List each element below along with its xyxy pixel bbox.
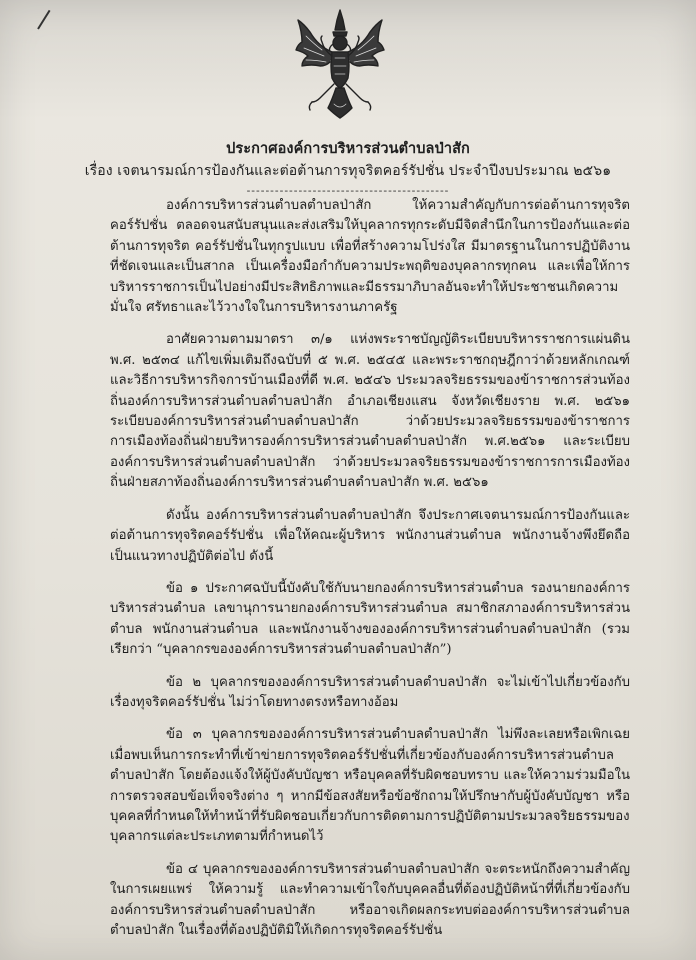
paragraph-clause-4: ข้อ ๔ บุคลากรขององค์การบริหารส่วนตำบลตำบลป่าสัก จะตระหนักถึงความสำคัญในการเผยแพร่ ให้ความรู้ และทำความเข้าใจกับบุคคลอื่นที่ต้องปฏิบัติหน้าที่ที่เกี่ยวข้องกับองค์การบริหารส่วนตำบลตำบลป่าสัก หรืออาจเกิดผลกระทบต่อองค์การบริหารส่วนตำบลตำบลป่าสัก ในเรื่องที่ต้องปฏิบัติมิให้เกิดการทุจริตคอร์รัปชั่น [110,861,630,938]
paragraph-clause-2: ข้อ ๒ บุคลากรขององค์การบริหารส่วนตำบลตำบลป่าสัก จะไม่เข้าไปเกี่ยวข้องกับเรื่องทุจริตคอร์รัปชั่น ไม่ว่าโดยทางตรงหรือทางอ้อม [110,674,630,710]
document-title: ประกาศองค์การบริหารส่วนตำบลป่าสัก [226,140,470,157]
pen-mark-icon [37,10,50,30]
paragraph-legal-basis: อาศัยความตามมาตรา ๓/๑ แห่งพระราชบัญญัติระเบียบบริหารราชการแผ่นดิน พ.ศ. ๒๕๓๔ แก้ไขเพิ่มเติมถึงฉบับที่ ๕ พ.ศ. ๒๕๔๕ และพระราชกฤษฎีกาว่าด้วยหลักเกณฑ์และวิธีการบริหารกิจการบ้านเมืองที่ดี พ.ศ. ๒๕๔๖ ประมวลจริยธรรมของข้าราชการส่วนท้องถิ่นองค์การบริหารส่วนตำบลตำบลป่าสัก อำเภอเชียงแสน จังหวัดเชียงราย พ.ศ. ๒๕๖๑ ระเบียบองค์การบริหารส่วนตำบลตำบลป่าสัก ว่าด้วยประมวลจริยธรรมของข้าราชการการเมืองท้องถิ่นฝ่ายบริหารองค์การบริหารส่วนตำบลตำบลป่าสัก พ.ศ.๒๕๖๑ และระเบียบองค์การบริหารส่วนตำบลตำบลป่าสัก ว่าด้วยประมวลจริยธรรมของข้าราชการการเมืองท้องถิ่นฝ่ายสภาท้องถิ่นองค์การบริหารส่วนตำบลตำบลป่าสัก พ.ศ. ๒๕๖๑ [110,332,630,491]
paragraph-clause-1: ข้อ ๑ ประกาศฉบับนี้บังคับใช้กับนายกองค์การบริหารส่วนตำบล รองนายกองค์การบริหารส่วนตำบล เลขานุการนายกองค์การบริหารส่วนตำบล สมาชิกสภาองค์การบริหารส่วนตำบล พนักงานส่วนตำบล และพนักงานจ้างขององค์การบริหารส่วนตำบลตำบลป่าสัก (รวมเรียกว่า “บุคลากรขององค์การบริหารส่วนตำบลตำบลป่าสัก”) [110,580,630,658]
paragraph-announcement: ดังนั้น องค์การบริหารส่วนตำบลตำบลป่าสัก จึงประกาศเจตนารมณ์การป้องกันและต่อต้านการทุจริตคอร์รัปชั่น เพื่อให้คณะผู้บริหาร พนักงานส่วนตำบล พนักงานจ้างพึงยึดถือเป็นแนวทางปฏิบัติต่อไป ดังนี้ [110,507,630,564]
paragraph-clause-3: ข้อ ๓ บุคลากรขององค์การบริหารส่วนตำบลตำบลป่าสัก ไม่พึงละเลยหรือเพิกเฉย เมื่อพบเห็นการกระทำที่เข้าข่ายการทุจริตคอร์รัปชั่นที่เกี่ยวข้องกับองค์การบริหารส่วนตำบลตำบลป่าสัก โดยต้องแจ้งให้ผู้บังคับบัญชา หรือบุคคลที่รับผิดชอบทราบ และให้ความร่วมมือในการตรวจสอบข้อเท็จจริงต่าง ๆ หากมีข้อสงสัยหรือข้อซักถามให้ปรึกษากับผู้บังคับบัญชา หรือบุคคลที่กำหนดให้ทำหน้าที่รับผิดชอบเกี่ยวกับการติดตามการปฏิบัติตามประมวลจริยธรรมของบุคลากรแต่ละประเภทตามที่กำหนดไว้ [110,727,630,845]
title-divider: ------------------------------------------- [246,184,450,197]
paragraph-intro: องค์การบริหารส่วนตำบลตำบลป่าสัก ให้ความสำคัญกับการต่อต้านการทุจริตคอร์รัปชั่น ตลอดจนสนับสนุนและส่งเสริมให้บุคลากรทุกระดับมีจิตสำนึกในการป้องกันและต่อต้านการทุจริต คอร์รัปชั่นในทุกรูปแบบ เพื่อที่สร้างความโปร่งใส มีมาตรฐานในการปฏิบัติงานที่ชัดเจนและเป็นสากล เป็นเครื่องมือกำกับความประพฤติของบุคลากรทุกคน และเพื่อให้การบริหารราชการเป็นไปอย่างมีประสิทธิภาพและมีธรรมาภิบาลอันจะทำให้ประชาชนเกิดความมั่นใจ ศรัทธาและไว้วางใจในการบริหารงานภาครัฐ [110,198,630,316]
document-body [110,196,630,941]
document-subject: เรื่อง เจตนารมณ์การป้องกันและต่อต้านการทุจริตคอร์รัปชั่น ประจำปีงบประมาณ ๒๕๖๑ [84,163,612,179]
garuda-emblem-icon [292,6,388,122]
